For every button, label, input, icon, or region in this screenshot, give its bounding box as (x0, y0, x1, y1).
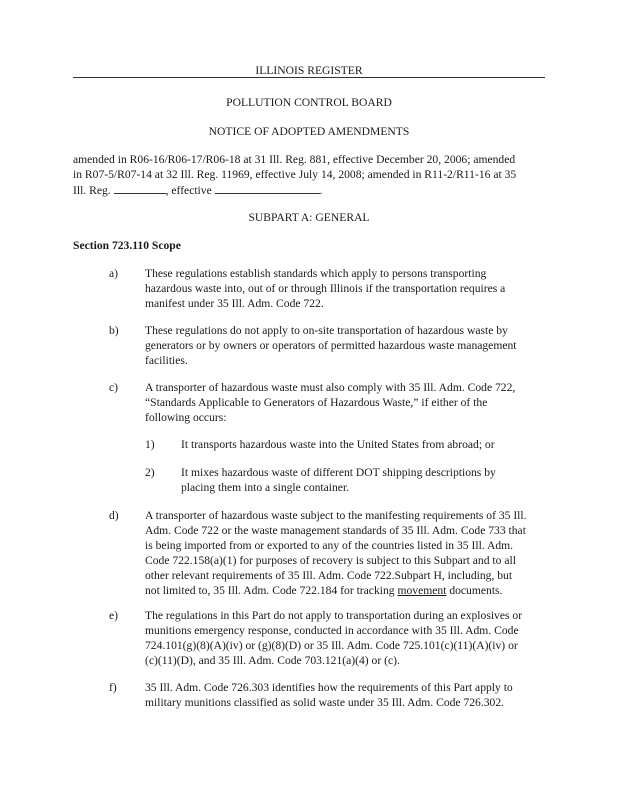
paragraph-text (145, 508, 555, 598)
amendment-reg-prefix: Ill. Reg. (73, 184, 111, 197)
text-segment: not limited to, 35 Ill. Adm. Code 722.184 for tracking (145, 584, 398, 597)
reg-page-blank (114, 182, 166, 194)
amendment-history (73, 152, 548, 198)
amendment-end: . (319, 184, 323, 197)
paragraph-text (145, 680, 555, 710)
text-line: “Standards Applicable to Generators of Hazardous Waste,” if either of the (145, 396, 488, 409)
subparagraph-text (181, 465, 555, 495)
text-line: A transporter of hazardous waste must also comply with 35 Ill. Adm. Code 722, (145, 381, 516, 394)
underlined-word: movement (397, 584, 447, 597)
text-line: hazardous waste into, out of or through Illinois if the transportation requires a (145, 282, 506, 295)
paragraph-text (145, 266, 555, 311)
register-title: ILLINOIS REGISTER (255, 64, 363, 77)
text-line: placing them into a single container. (181, 481, 350, 494)
paragraph-text (145, 380, 555, 425)
paragraph-marker: e) (109, 609, 119, 622)
text-line: 724.101(g)(8)(A)(iv) or (g)(8)(D) or 35 Ill. Adm. Code 725.101(c)(11)(A)(iv) or (145, 639, 518, 652)
subpart-title: SUBPART A: GENERAL (248, 211, 370, 224)
paragraph-marker: c) (109, 381, 119, 394)
amendment-line-2: in R07-5/R07-14 at 32 Ill. Reg. 11969, effective July 14, 2008; amended in R11-2/R11-16 at 35 (73, 168, 517, 181)
subparagraph-marker: 2) (145, 466, 155, 479)
text-line: The regulations in this Part do not apply to transportation during an explosives or (145, 609, 523, 622)
text-line: 35 Ill. Adm. Code 726.303 identifies how the requirements of this Part apply to (145, 681, 513, 694)
text-line: It transports hazardous waste into the United States from abroad; or (181, 438, 495, 451)
paragraph-marker: a) (109, 267, 119, 280)
paragraph-marker: d) (109, 509, 119, 522)
text-line: (c)(11)(D), and 35 Ill. Adm. Code 703.121(a)(4) or (c). (145, 654, 400, 667)
text-line: Adm. Code 722 or the waste management standards of 35 Ill. Adm. Code 733 that (145, 524, 526, 537)
text-line: Code 722.158(a)(1) for purposes of recovery is subject to this Subpart and to all (145, 554, 516, 567)
paragraph-text (145, 323, 555, 368)
text-line: generators or by owners or operators of permitted hazardous waste management (145, 339, 517, 352)
text-line: It mixes hazardous waste of different DOT shipping descriptions by (181, 466, 496, 479)
subparagraph-text (181, 437, 555, 452)
text-segment: documents. (446, 584, 503, 597)
paragraph-marker: b) (109, 324, 119, 337)
text-line: other relevant requirements of 35 Ill. Adm. Code 722.Subpart H, including, but (145, 569, 513, 582)
text-line: munitions emergency response, conducted in accordance with 35 Ill. Adm. Code (145, 624, 519, 637)
board-name: POLLUTION CONTROL BOARD (226, 96, 392, 109)
notice-title: NOTICE OF ADOPTED AMENDMENTS (208, 125, 410, 138)
amendment-line-1: amended in R06-16/R06-17/R06-18 at 31 Ill. Reg. 881, effective December 20, 2006; amended (73, 153, 516, 166)
amendment-line-3 (73, 182, 548, 198)
paragraph-marker: f) (109, 681, 117, 694)
header-rule (73, 77, 545, 78)
amendment-effective-label: , effective (165, 184, 212, 197)
text-line: is being imported from or exported to any of the countries listed in 35 Ill. Adm. (145, 539, 514, 552)
text-line: These regulations do not apply to on-site transportation of hazardous waste by (145, 324, 508, 337)
text-line (145, 583, 555, 598)
text-line: A transporter of hazardous waste subject to the manifesting requirements of 35 Ill. (145, 509, 527, 522)
text-line: These regulations establish standards which apply to persons transporting (145, 267, 487, 280)
section-heading: Section 723.110 Scope (73, 239, 181, 252)
subparagraph-marker: 1) (145, 438, 155, 451)
effective-date-blank (215, 182, 320, 194)
paragraph-text (145, 608, 555, 668)
text-line: facilities. (145, 354, 188, 367)
text-line: following occurs: (145, 411, 227, 424)
text-line: military munitions classified as solid waste under 35 Ill. Adm. Code 726.302. (145, 696, 505, 709)
text-line: manifest under 35 Ill. Adm. Code 722. (145, 297, 324, 310)
